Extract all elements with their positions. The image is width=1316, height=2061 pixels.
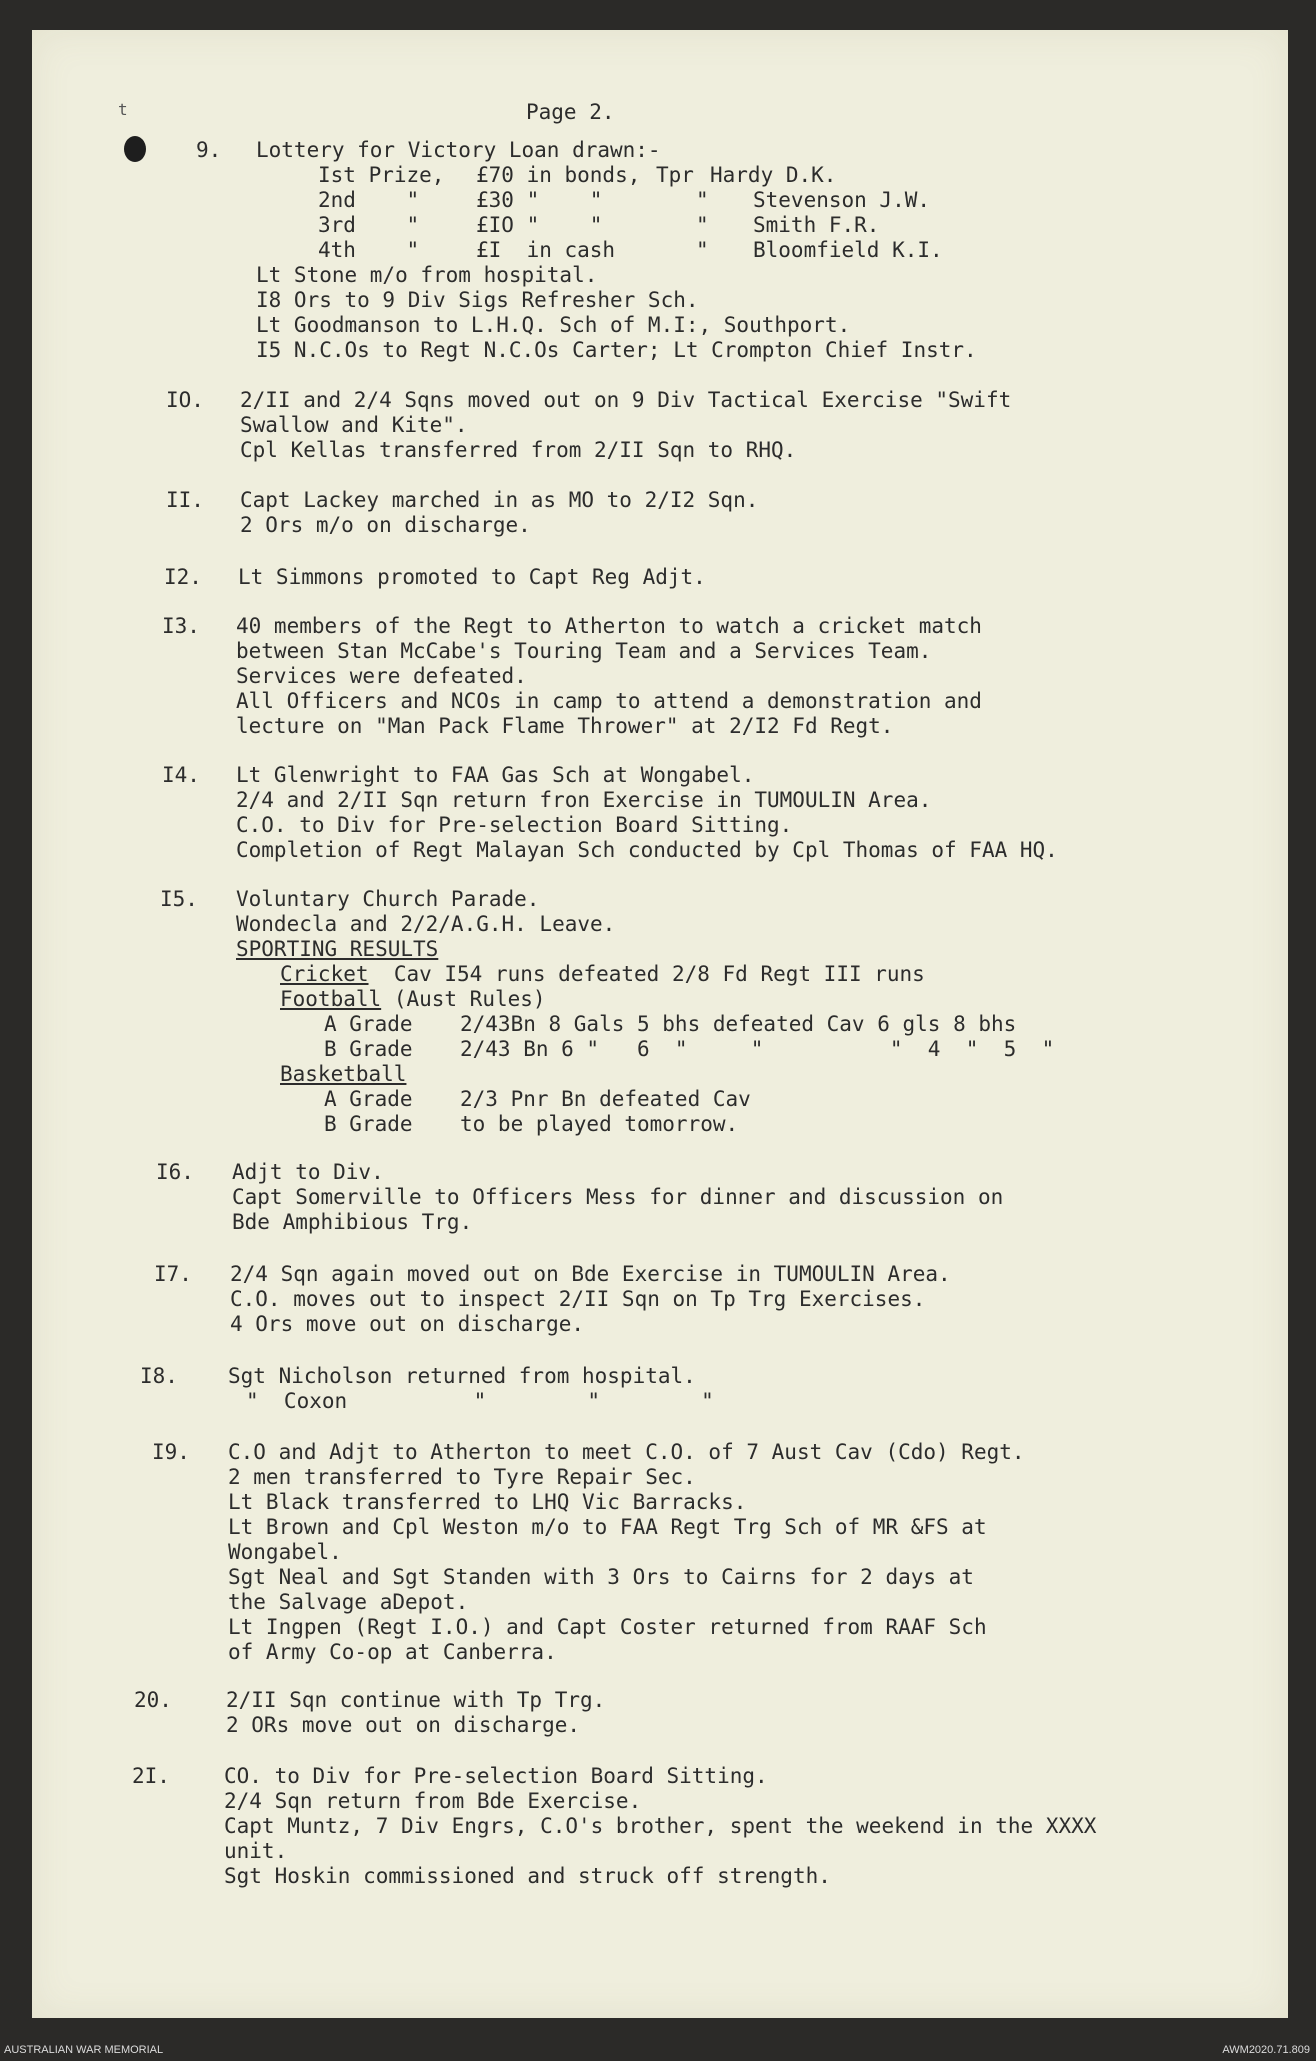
entry-line: Wondecla and 2/2/A.G.H. Leave. [236,912,616,936]
entry-line: Lt Goodmanson to L.H.Q. Sch of M.I:, Southport. [256,313,851,337]
entry-line: C.O. to Div for Pre-selection Board Sitting. [236,813,793,837]
entry-line: unit. [224,1839,288,1863]
basketball-label: Basketball [280,1062,407,1086]
entry-number: I2. [164,565,202,589]
grade-result: 2/3 Pnr Bn defeated Cav [460,1087,751,1111]
entry-line: Swallow and Kite". [240,413,468,437]
entry-line: Sgt Hoskin commissioned and struck off strength. [224,1864,831,1888]
grade-label: A Grade [324,1012,413,1036]
entry-number: I3. [162,614,200,638]
entry-line: I8 Ors to 9 Div Sigs Refresher Sch. [256,288,699,312]
cricket-result: Cav I54 runs defeated 2/8 Fd Regt III runs [393,962,925,986]
entry-line: Lt Brown and Cpl Weston m/o to FAA Regt Trg Sch of MR &FS at [228,1515,987,1539]
cricket-row [236,962,1196,987]
entry-line: Sgt Nicholson returned from hospital. [228,1364,696,1388]
entry-line: I5 N.C.Os to Regt N.C.Os Carter; Lt Crompton Chief Instr. [256,338,977,362]
entry-line: Lt Black transferred to LHQ Vic Barracks. [228,1490,747,1514]
margin-mark: t [118,100,128,119]
grade-result: 2/43 Bn 6 " 6 " " " 4 " 5 " [460,1037,1055,1061]
football-row [236,987,1196,1012]
entry-line: Sgt Neal and Sgt Standen with 3 Ors to Cairns for 2 days at [228,1565,974,1589]
entry-line: Lt Ingpen (Regt I.O.) and Capt Coster returned from RAAF Sch [228,1615,987,1639]
entry-line: Lt Glenwright to FAA Gas Sch at Wongabel. [236,763,755,787]
prize-row [256,238,1156,263]
prize-winner: Hardy D.K. [710,163,837,187]
entry-line: All Officers and NCOs in camp to attend a demonstration and [236,689,982,713]
prize-place: Ist Prize, [318,163,445,187]
entry-line: 2/II and 2/4 Sqns moved out on 9 Div Tactical Exercise "Swift [240,388,1012,412]
basketball-a-grade-row [236,1087,1196,1112]
football-a-grade-row [236,1012,1196,1037]
prize-amount: £IO " " [476,213,603,237]
entry-line: Wongabel. [228,1540,342,1564]
entry-line: Completion of Regt Malayan Sch conducted by Cpl Thomas of FAA HQ. [236,838,1058,862]
page-title: Page 2. [526,100,615,124]
entry-number: I9. [152,1440,190,1464]
football-label: Football [280,987,382,1011]
prize-winner: Bloomfield K.I. [753,238,943,262]
entry-line: 2 Ors m/o on discharge. [240,513,531,537]
cricket-label: Cricket [280,962,369,986]
entry-line: Capt Muntz, 7 Div Engrs, C.O's brother, spent the weekend in the XXXX [224,1814,1097,1838]
entry-number: I5. [160,887,198,911]
prize-place: 2nd " [318,188,420,212]
entry-line: 2/4 Sqn again moved out on Bde Exercise in TUMOULIN Area. [230,1262,951,1286]
prize-amount: £I in cash [476,238,616,262]
archive-reference: AWM2020.71.809 [1222,2044,1310,2056]
entry-line: Adjt to Div. [232,1160,384,1184]
entry-number: I6. [156,1160,194,1184]
entry-line: 4 Ors move out on discharge. [230,1312,585,1336]
entry-line: 2/II Sqn continue with Tp Trg. [226,1688,606,1712]
basketball-b-grade-row [236,1112,1196,1137]
prize-row [256,163,1156,188]
grade-label: A Grade [324,1087,413,1111]
entry-number: IO. [166,388,204,412]
entry-line: Services were defeated. [236,664,527,688]
grade-result: to be played tomorrow. [460,1112,739,1136]
entry-line: Capt Somerville to Officers Mess for dinner and discussion on [232,1185,1004,1209]
prize-ditto: " [696,188,709,212]
prize-winner: Stevenson J.W. [753,188,931,212]
entry-line: Cpl Kellas transferred from 2/II Sqn to RHQ. [240,438,797,462]
entry-line: of Army Co-op at Canberra. [228,1640,557,1664]
archive-credit: AUSTRALIAN WAR MEMORIAL [4,2044,164,2056]
prize-amount: £30 " " [476,188,603,212]
entry-number: I7. [154,1262,192,1286]
grade-label: B Grade [324,1037,413,1061]
entry-line: Capt Lackey marched in as MO to 2/I2 Sqn. [240,488,759,512]
entry-number: 2I. [132,1764,170,1788]
entry-number: II. [166,488,204,512]
prize-ditto: Tpr [656,163,694,187]
entry-line: Lottery for Victory Loan drawn:- [256,138,661,162]
entry-number: I4. [162,763,200,787]
punch-hole [124,136,146,162]
entry-line: 2 ORs move out on discharge. [226,1713,581,1737]
entry-line: C.O and Adjt to Atherton to meet C.O. of 7 Aust Cav (Cdo) Regt. [228,1440,1025,1464]
entry-line: Lt Simmons promoted to Capt Reg Adjt. [238,565,706,589]
prize-row [256,188,1156,213]
prize-amount: £70 in bonds, [476,163,641,187]
entry-line: Voluntary Church Parade. [236,887,540,911]
entry-line: Lt Stone m/o from hospital. [256,263,598,287]
entry-line: between Stan McCabe's Touring Team and a Services Team. [236,639,932,663]
entry-line: C.O. moves out to inspect 2/II Sqn on Tp Trg Exercises. [230,1287,926,1311]
entry-line: 2 men transferred to Tyre Repair Sec. [228,1465,696,1489]
entry-line: lecture on "Man Pack Flame Thrower" at 2/I2 Fd Regt. [236,714,894,738]
entry-line: 40 members of the Regt to Atherton to watch a cricket match [236,614,982,638]
prize-ditto: " [696,213,709,237]
prize-row [256,213,1156,238]
entry-line: CO. to Div for Pre-selection Board Sitting. [224,1764,768,1788]
prize-winner: Smith F.R. [753,213,880,237]
entry-line: Bde Amphibious Trg. [232,1210,473,1234]
entry-number: 9. [196,138,222,162]
grade-label: B Grade [324,1112,413,1136]
prize-place: 4th " [318,238,420,262]
sporting-results-heading: SPORTING RESULTS [236,937,439,961]
entry-line: 2/4 Sqn return from Bde Exercise. [224,1789,642,1813]
prize-ditto: " [696,238,709,262]
entry-number: 20. [134,1688,172,1712]
ditto-line: " Coxon " " " [246,1389,714,1413]
entry-number: I8. [140,1364,178,1388]
prize-place: 3rd " [318,213,420,237]
entry-line: 2/4 and 2/II Sqn return fron Exercise in TUMOULIN Area. [236,788,932,812]
entry-line: the Salvage aDepot. [228,1590,469,1614]
grade-result: 2/43Bn 8 Gals 5 bhs defeated Cav 6 gls 8 bhs [460,1012,1017,1036]
football-note: (Aust Rules) [393,987,546,1011]
football-b-grade-row [236,1037,1196,1062]
